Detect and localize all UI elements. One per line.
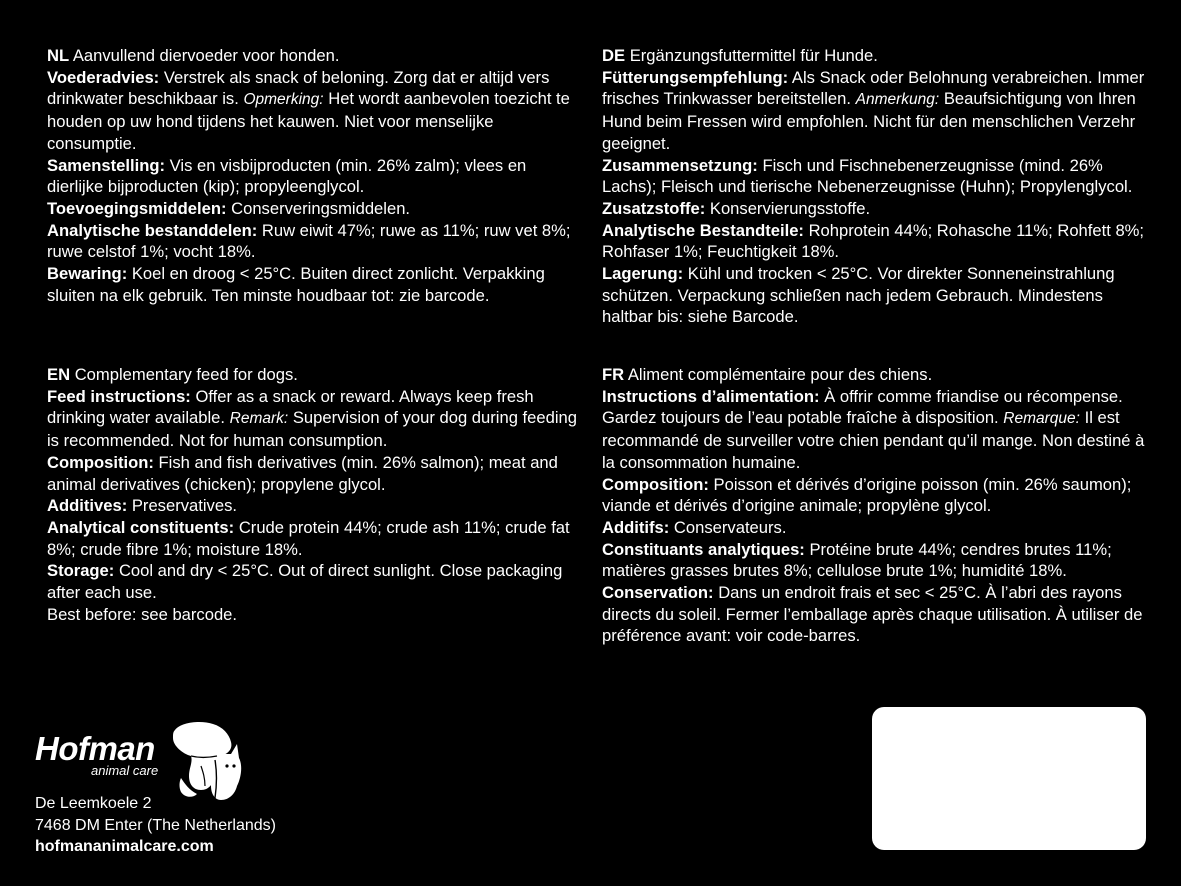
dog-cat-silhouette-icon: [171, 720, 243, 802]
fr-stor-text: Dans un endroit frais et sec < 25°C. À l’abri des rayons directs du soleil. Fermer l’emballage après chaque utilisation. À utiliser de préférence avant: voir code-barres.: [602, 583, 1143, 646]
en-comp-label: Composition:: [47, 452, 154, 472]
en-feed-label: Feed instructions:: [47, 386, 191, 406]
fr-feed-text: À offrir comme friandise ou récompense. Gardez toujours de l’eau potable fraîche à disposition.: [602, 386, 1123, 428]
en-stor-label: Storage:: [47, 561, 115, 581]
fr-intro-text: Aliment complémentaire pour des chiens.: [627, 365, 933, 384]
brand-name: Hofman: [35, 730, 155, 767]
fr-storage: [602, 582, 1152, 647]
label-text-en: [47, 364, 587, 625]
label-text-fr: [602, 364, 1152, 647]
nl-stor-label: Bewaring:: [47, 264, 128, 284]
fr-analytical: [602, 539, 1152, 582]
de-anal-text: Rohprotein 44%; Rohasche 11%; Rohfett 8%; Rohfaser 1%; Feuchtigkeit 18%.: [602, 220, 1145, 262]
de-stor-text: Kühl und trocken < 25°C. Vor direkter Sonneneinstrahlung schützen. Verpackung schließen nach jedem Gebrauch. Mindestens haltbar bis: siehe Barcode.: [602, 264, 1115, 327]
de-add-text: Konservierungsstoffe.: [709, 198, 871, 218]
de-comp-text: Fisch und Fischnebenerzeugnisse (mind. 26% Lachs); Fleisch und tierische Nebenerzeugnisse (Huhn); Propylenglycol.: [602, 155, 1133, 197]
fr-comp-label: Composition:: [602, 474, 709, 494]
label-text-nl: [47, 45, 587, 306]
nl-feed-instructions: [47, 67, 587, 155]
address-line-1: De Leemkoele 2: [35, 795, 152, 812]
en-anal-label: Analytical constituents:: [47, 517, 235, 537]
brand-logo: [35, 732, 158, 778]
nl-add-text: Conserveringsmiddelen.: [231, 198, 411, 218]
label-text-de: [602, 45, 1152, 328]
website-link[interactable]: hofmananimalcare.com: [35, 838, 214, 855]
de-comp-label: Zusammensetzung:: [602, 155, 758, 175]
en-anal-text: Crude protein 44%; crude ash 11%; crude fat 8%; crude fibre 1%; moisture 18%.: [47, 517, 570, 559]
en-composition: [47, 452, 587, 495]
de-lang-code: DE: [602, 46, 626, 65]
de-feed-text: Als Snack oder Belohnung verabreichen. Immer frisches Trinkwasser bereitstellen.: [602, 67, 1145, 109]
en-analytical: [47, 517, 587, 560]
fr-add-label: Additifs:: [602, 517, 670, 537]
nl-intro-text: Aanvullend diervoeder voor honden.: [72, 46, 340, 65]
nl-comp-label: Samenstelling:: [47, 155, 166, 175]
de-feed-instructions: [602, 67, 1152, 155]
de-remark-label: Anmerkung:: [855, 91, 940, 109]
en-comp-text: Fish and fish derivatives (min. 26% salmon); meat and animal derivatives (chicken); propylene glycol.: [47, 452, 558, 494]
en-add-text: Preservatives.: [131, 496, 237, 516]
fr-anal-label: Constituants analytiques:: [602, 539, 805, 559]
nl-lang-code: NL: [47, 46, 70, 65]
en-storage: [47, 560, 587, 603]
nl-stor-text: Koel en droog < 25°C. Buiten direct zonlicht. Verpakking sluiten na elk gebruik. Ten minste houdbaar tot: zie barcode.: [47, 264, 545, 305]
de-intro-text: Ergänzungsfuttermittel für Hunde.: [629, 46, 878, 65]
nl-feed-label: Voederadvies:: [47, 67, 160, 87]
en-intro-text: Complementary feed for dogs.: [74, 365, 298, 384]
en-remark-text: Supervision of your dog during feeding is recommended. Not for human consumption.: [47, 408, 577, 451]
de-stor-label: Lagerung:: [602, 264, 684, 284]
de-add-label: Zusatzstoffe:: [602, 198, 706, 218]
de-feed-label: Fütterungsempfehlung:: [602, 67, 789, 87]
fr-intro: [602, 364, 1152, 386]
fr-comp-text: Poisson et dérivés d’origine poisson (min. 26% saumon); viande et dérivés d’origine animale; propylène glycol.: [602, 474, 1132, 516]
en-add-label: Additives:: [47, 496, 128, 516]
nl-intro: [47, 45, 587, 67]
nl-anal-label: Analytische bestanddelen:: [47, 220, 258, 240]
fr-stor-label: Conservation:: [602, 583, 714, 603]
en-stor-text: Cool and dry < 25°C. Out of direct sunlight. Close packaging after each use.: [47, 561, 563, 603]
address-line-2: 7468 DM Enter (The Netherlands): [35, 816, 276, 834]
de-composition: [602, 155, 1152, 198]
nl-anal-text: Ruw eiwit 47%; ruwe as 11%; ruw vet 8%; ruwe celstof 1%; vocht 18%.: [47, 220, 571, 262]
nl-additives: [47, 198, 587, 220]
de-analytical: [602, 220, 1152, 263]
fr-composition: [602, 474, 1152, 517]
nl-analytical: [47, 220, 587, 263]
en-intro: [47, 364, 587, 386]
nl-storage: [47, 263, 587, 306]
nl-feed-text: Verstrek als snack of beloning. Zorg dat er altijd vers drinkwater beschikbaar is.: [47, 67, 550, 109]
en-lang-code: EN: [47, 365, 71, 384]
en-remark-label: Remark:: [229, 410, 289, 428]
nl-remark-label: Opmerking:: [243, 91, 324, 109]
fr-remark-text: Il est recommandé de surveiller votre chien pendant qu’il mange. Non destiné à la consommation humaine.: [602, 408, 1145, 472]
en-best-before: Best before: see barcode.: [47, 604, 238, 624]
de-anal-label: Analytische Bestandteile:: [602, 220, 804, 240]
company-address: [35, 793, 276, 858]
brand-subtitle: animal care: [91, 763, 159, 778]
nl-remark-text: Het wordt aanbevolen toezicht te houden op uw hond tijdens het kauwen. Niet voor menselijke consumptie.: [47, 89, 570, 153]
nl-composition: [47, 155, 587, 198]
nl-comp-text: Vis en visbijproducten (min. 26% zalm); vlees en dierlijke bijproducten (kip); propyleenglycol.: [47, 155, 527, 197]
de-remark-text: Beaufsichtigung von Ihren Hund beim Fressen wird empfohlen. Nicht für den menschlichen Verzehr geeignet.: [602, 89, 1136, 153]
de-additives: [602, 198, 1152, 220]
fr-anal-text: Protéine brute 44%; cendres brutes 11%; matières grasses brutes 8%; cellulose brute 1%; humidité 18%.: [602, 539, 1112, 581]
de-storage: [602, 263, 1152, 328]
de-intro: [602, 45, 1152, 67]
en-feed-text: Offer as a snack or reward. Always keep fresh drinking water available.: [47, 386, 534, 428]
fr-lang-code: FR: [602, 365, 625, 384]
barcode-area: [872, 707, 1146, 850]
fr-add-text: Conservateurs.: [673, 517, 787, 537]
fr-feed-label: Instructions d’alimentation:: [602, 386, 820, 406]
nl-add-label: Toevoegingsmiddelen:: [47, 198, 227, 218]
fr-feed-instructions: [602, 386, 1152, 474]
en-additives: [47, 495, 587, 517]
fr-remark-label: Remarque:: [1003, 410, 1080, 428]
en-feed-instructions: [47, 386, 587, 452]
fr-additives: [602, 517, 1152, 539]
